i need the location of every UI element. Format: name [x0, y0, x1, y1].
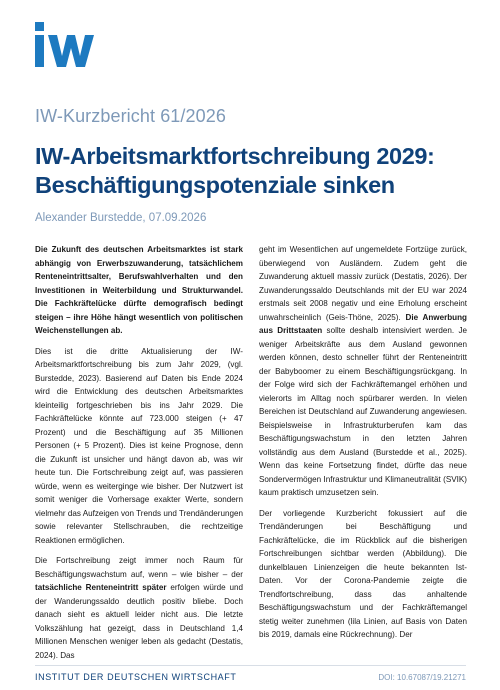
emphasis-text: tatsächliche Renteneintritt später: [35, 583, 167, 592]
footer-doi: DOI: 10.67087/19.21271: [378, 673, 466, 682]
emphasis-text: Die Anwerbung aus Drittstaaten: [259, 312, 468, 335]
title-line-1: IW-Arbeitsmarktfortschreibung 2029:: [35, 143, 435, 169]
paragraph-text: Die Fortschreibung zeigt immer noch Raum für Beschäftigungswachstum auf, wenn – wie bisher – der: [35, 556, 243, 579]
body-paragraph-3: [259, 243, 467, 500]
paragraph-text: sollte deshalb intensiviert werden. Je weniger Arbeitskräfte aus dem Ausland gewonnen werden können, desto schneller führt der Renteneintritt der Babyboomer zu einem Beschäftigungsrückgang. In der Folge wird sich der Fachkräftemangel erhöhen und vielerorts im Alltag noch spürbarer werden. In vielen Bereichen ist Deutschland auf Zuwanderung angewiesen. Beispielsweise in Infrastrukturberufen kam das Beschäftigungswachstum in den letzten Jahren vollständig aus dem Ausland (Burstedde et al., 2025). Wenn das keine Fortsetzung findet, dürfte das neue Sondervermögen Infrastruktur und Klimaneutralität (SVIK) kaum praktisch umzusetzen sein.: [259, 326, 468, 497]
lead-paragraph: Die Zukunft des deutschen Arbeitsmarktes ist stark abhängig von Erwerbszuwanderung, tatsächlichem Renteneintrittsalter, Berufswahlverhalten und den Investitionen in Weiterbildung und Strukturwandel. Die Fachkräftelücke dürfte demografisch bedingt steigen – ihre Höhe hängt wesentlich von politischen Weichenstellungen ab.: [35, 245, 243, 335]
title-line-2: Beschäftigungspotenziale sinken: [35, 172, 395, 198]
logo-i-dot: [35, 22, 44, 31]
body-paragraph-1: Dies ist die dritte Aktualisierung der IW-Arbeitsmarktfortschreibung bis zum Jahr 2029, (vgl. Burstedde, 2023). Basierend auf Daten bis Ende 2024 wird die Entwicklung des deutschen Arbeitsmarktes kleinteilig fortgeschrieben bis ins Jahr 2029. Die Fachkräftelücke könnte auf 723.000 steigen (+ 47 Prozent) und die Beschäftigung auf 35 Millionen Personen (+ 5 Prozent). Dies ist keine Prognose, denn die Zukunft ist unsicher und hängt davon ab, was wir heute tun. Die Fortschreibung zeigt auf, was passieren würde, wenn es weiterginge wie bisher. Der Nutzwert ist somit weniger die Vorhersage exakter Werte, sondern vielmehr das Aufzeigen von Trends und Trendänderungen sowie relevanter Stellschrauben, die rechtzeitige Reaktionen ermöglichen.: [35, 346, 243, 545]
right-column: [259, 243, 467, 649]
logo-i-stem: [35, 35, 44, 67]
author-date: Alexander Burstedde, 07.09.2026: [35, 212, 207, 224]
left-column: [35, 243, 243, 669]
body-paragraph-4: Der vorliegende Kurzbericht fokussiert auf die Trendänderungen bei Beschäftigung und Fachkräftelücke, die im Rückblick auf die bisherigen Fortschreibungen sichtbar werden (Abbildung). Die dunkelblauen Linienzeigen die heute bekannten Ist-Daten. Vor der Corona-Pandemie zeigte die Trendfortschreibung, dass das anhaltende Beschäftigungswachstum und der Fachkräftemangel stetig weiter zunehmen (lila Linien, auf Basis von Daten bis 2019, damals eine Rückrechnung). Der: [259, 508, 467, 639]
paragraph-text: erfolgen würde und der Wanderungssaldo deutlich positiv bliebe. Doch danach sieht es aktuell leider nicht aus. Die letzte Volkszählung hat gezeigt, dass in Deutschland 1,4 Millionen Menschen weniger leben als gedacht (Destatis, 2024). Das: [35, 583, 244, 660]
footer-institute: INSTITUT DER DEUTSCHEN WIRTSCHAFT: [35, 672, 237, 682]
paragraph-text: geht im Wesentlichen auf ungemeldete Fortzüge zurück, überwiegend von Ausländern. Zudem geht die Zuwanderung aktuell massiv zurück (Destatis, 2026). Der Zuwanderungssaldo Deutschlands mit der EU war 2024 erstmals seit 2008 negativ und eine Erholung erscheint unwahrscheinlich (Geis-Thöne, 2025).: [259, 245, 467, 322]
report-series: IW-Kurzbericht 61/2026: [35, 106, 226, 126]
report-title: [35, 142, 475, 200]
logo-w-shape: [48, 35, 94, 67]
iw-logo: [35, 22, 95, 68]
body-paragraph-2: [35, 554, 243, 662]
footer-divider: [35, 665, 466, 666]
